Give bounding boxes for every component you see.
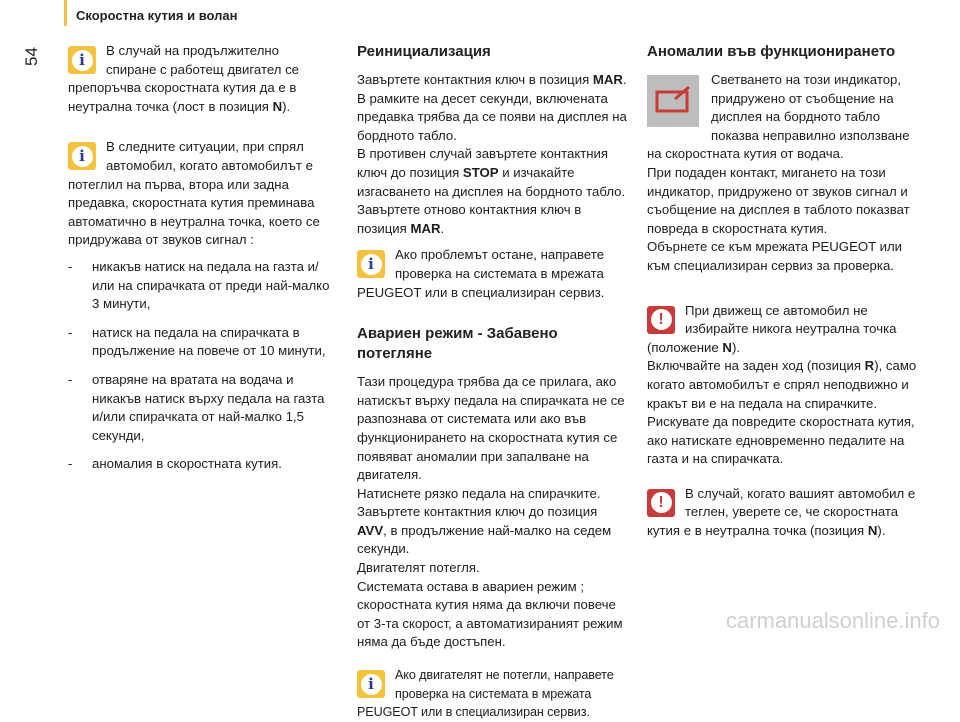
paragraph: В рамките на десет секунди, включената предавка трябва да се появи на дисплея на бордното табло. [357,90,627,143]
paragraph: Завъртете отново контактния ключ в позиция MAR. [357,202,582,236]
header-accent-bar [64,0,67,26]
note-service: Ако проблемът остане, направете проверка на системата в мрежата PEUGEOT или в специализиран сервиз. [357,247,605,300]
warning-icon: ! [647,489,675,517]
column-left [68,42,330,474]
page-number: 54 [22,47,41,66]
info-icon: i [68,46,96,74]
paragraph: Обърнете се към мрежата PEUGEOT или към специализиран сервиз за проверка. [647,239,903,273]
warning-towing: В случай, когато вашият автомобил е теглен, уверете се, че скоростната кутия е в неутрална точка (позиция N). [647,485,916,539]
info-icon: i [357,670,385,698]
warning-reverse: Включвайте на заден ход (позиция R), само когато автомобилът е спрял неподвижно и кракът ви е на педала на спирачките. [647,358,917,411]
paragraph: При подаден контакт, мигането на този индикатор, придружено от звуков сигнал и съобщение на дисплея в таблото показват повреда в скоростната кутия. [647,164,910,236]
section-heading-anomalies: Аномалии във функционирането [647,43,896,60]
list-item: - никакъв натиск на педала на газта и/или на спирачката от преди най-малко 3 минути, [68,258,330,312]
info-icon: i [68,142,96,170]
section-heading-emergency: Авариен режим - Забавено потегляне [357,325,558,363]
note-engine-start: Ако двигателят не потегли, направете проверка на системата в мрежата PEUGEOT или в специализиран сервиз. [357,668,614,720]
paragraph: В противен случай завъртете контактния ключ до позиция STOP и изчакайте изгасването на дисплея на бордното табло. [357,146,626,199]
gearbox-warning-lamp-icon [647,75,699,127]
list-item: - отваряне на вратата на водача и никакъв натиск върху педала на газта и/или спирачката от най-малко 1,5 секунди, [68,371,325,443]
column-middle [357,42,629,722]
section-heading-reinit: Реинициализация [357,43,491,60]
list-item: - аномалия в скоростната кутия. [68,456,282,472]
paragraph: Завъртете контактния ключ в позиция MAR. [357,72,627,87]
warning-neutral: При движещ се автомобил не избирайте никога неутрална точка (положение N). [647,302,897,355]
paragraph: Завъртете контактния ключ до позиция AVV, в продължение най-малко на седем секунди. [357,504,612,557]
paragraph: Натиснете рязко педала на спирачките. [357,485,601,501]
info-icon: i [357,250,385,278]
page-title: Скоростна кутия и волан [76,8,238,23]
paragraph: Светването на този индикатор, придружено от съобщение на дисплея на бордното табло показва неправилно използване на скоростната кутия от водача. [647,72,910,162]
warning-icon: ! [647,306,675,334]
paragraph: Двигателят потегля. [357,560,480,576]
list-item: - натиск на педала на спирачката в продължение на повече от 10 минути, [68,324,326,359]
watermark: carmanualsonline.info [725,608,940,633]
note-neutral-long-stop: В случай на продължително спиране с работещ двигател се препоръчва скоростната кутия да е в неутрална точка (лост в позиция N). [68,43,300,114]
warning-pedals: Рискувате да повредите скоростната кутия, ако натискате едновременно педалите на газта и на спирачката. [647,414,915,467]
column-right [647,42,925,541]
paragraph: Системата остава в авариен режим ; скоростната кутия няма да включи повече от 3-та скорост, а автоматизираният режим няма да бъде достъпен. [357,578,623,650]
paragraph: Тази процедура трябва да се прилага, ако натискът върху педала на спирачката не се разпознава от системата или ако във функционирането на скоростната кутия се появяват аномалии при запалване на двигателя. [357,374,625,483]
note-auto-neutral: В следните ситуации, при спрял автомобил, когато автомобилът е потеглил на първа, втора или задна предавка, скоростната кутия преминава автоматично в неутрална точка, което се придружава от звуков сигнал : [68,139,320,248]
